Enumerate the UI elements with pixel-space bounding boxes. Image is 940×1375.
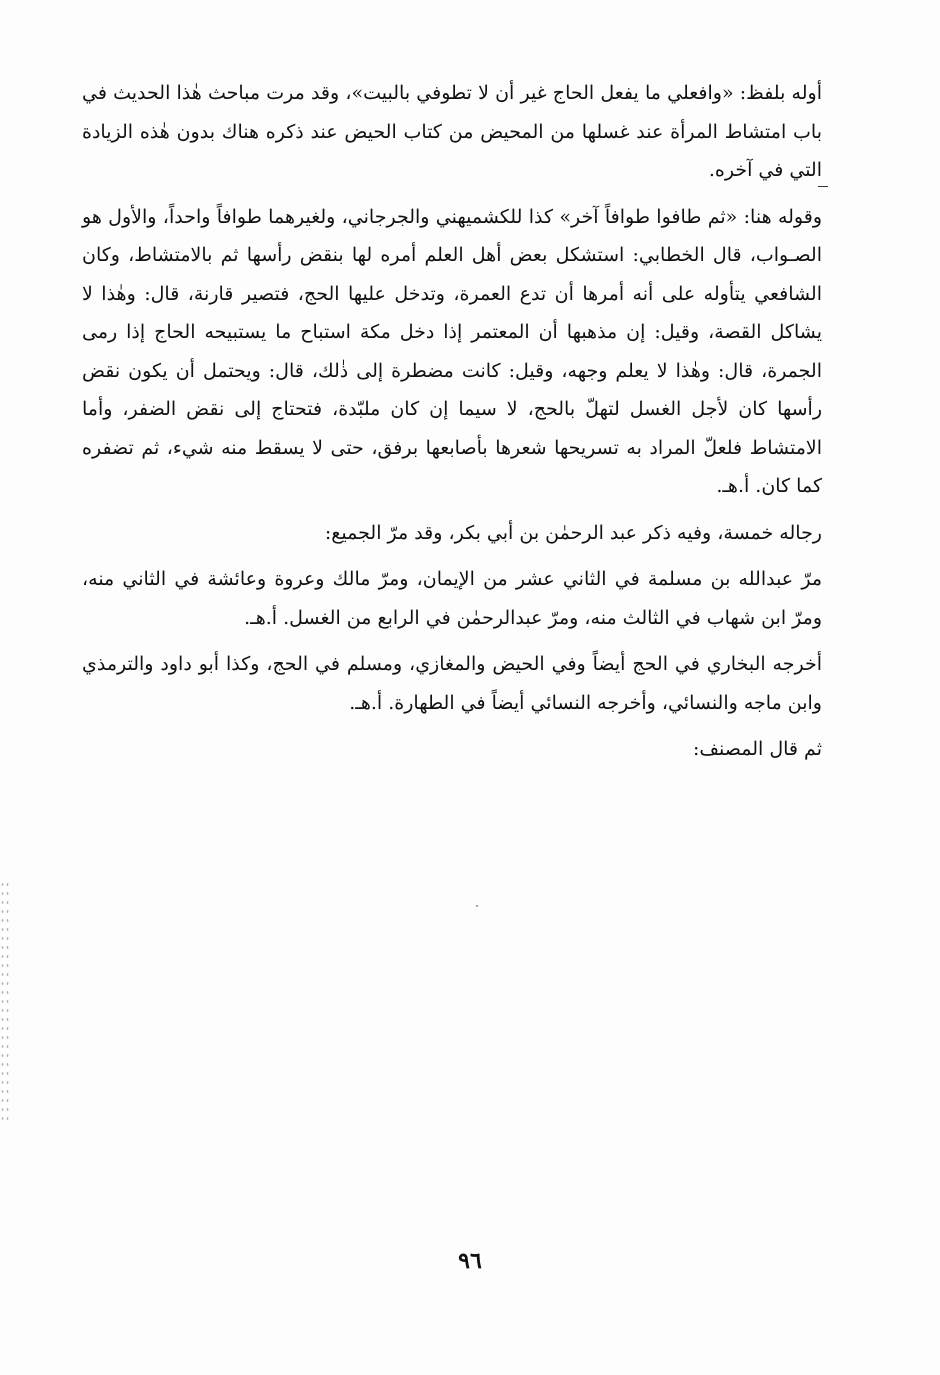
paragraph-narrators-intro: رجاله خمسة، وفيه ذكر عبد الرحمٰن بن أبي بكر، وقد مرّ الجميع: bbox=[324, 521, 822, 544]
paragraph-author-said: ثم قال المصنف: bbox=[692, 738, 822, 760]
page-number: ٩٦ bbox=[458, 1248, 482, 1274]
paragraph-takhrij: أخرجه البخاري في الحج أيضاً وفي الحيض والمغازي، ومسلم في الحج، وكذا أبو داود والترمذي وابن ماجه والنسائي، وأخرجه النسائي أيضاً في الطهارة. أ.هـ. bbox=[82, 653, 822, 714]
margin-dash bbox=[818, 186, 828, 187]
paragraph-khattabi-commentary: وقوله هنا: «ثم طافوا طوافاً آخر» كذا للكشميهني والجرجاني، ولغيرهما طوافاً واحداً، والأول هو الصـواب، قال الخطابي: استشكل بعض أهل العلم أمره لها بنقض رأسها ثم بالامتشاط، وكان الشافعي يتأوله على أنه أمرها أن تدع العمرة، وتدخل عليها الحج، فتصير قارنة، قال: وهٰذا لا يشاكل القصة، وقيل: إن مذهبها أن المعتمر إذا دخل مكة استباح ما يستبيحه الحاج إذا رمى الجمرة، قال: وهٰذا لا يعلم وجهه، وقيل: كانت مضطرة إلى ذٰلك، قال: ويحتمل أن يكون نقض رأسها كان لأجل الغسل لتهلّ بالحج، لا سيما إن كان ملبّدة، فتحتاج إلى نقض الضفر، وأما الامتشاط فلعلّ المراد به تسريحها شعرها بأصابعها برفق، حتى لا يسقط منه شيء، ثم تضفره كما كان. أ.هـ. bbox=[82, 205, 822, 497]
body-text bbox=[82, 74, 822, 777]
scan-edge-marks bbox=[0, 880, 10, 1120]
paragraph-hadith-wording: أوله بلفظ: «وافعلي ما يفعل الحاج غير أن لا تطوفي بالبيت»، وقد مرت مباحث هٰذا الحديث في باب امتشاط المرأة عند غسلها من المحيض من كتاب الحيض عند ذكره هناك بدون هٰذه الزيادة التي في آخره. bbox=[82, 82, 822, 181]
paragraph-narrators-references: مرّ عبدالله بن مسلمة في الثاني عشر من الإيمان، ومرّ مالك وعروة وعائشة في الثاني منه، ومرّ ابن شهاب في الثالث منه، ومرّ عبدالرحمٰن في الرابع من الغسل. أ.هـ. bbox=[82, 568, 822, 629]
scan-speck bbox=[476, 905, 478, 907]
